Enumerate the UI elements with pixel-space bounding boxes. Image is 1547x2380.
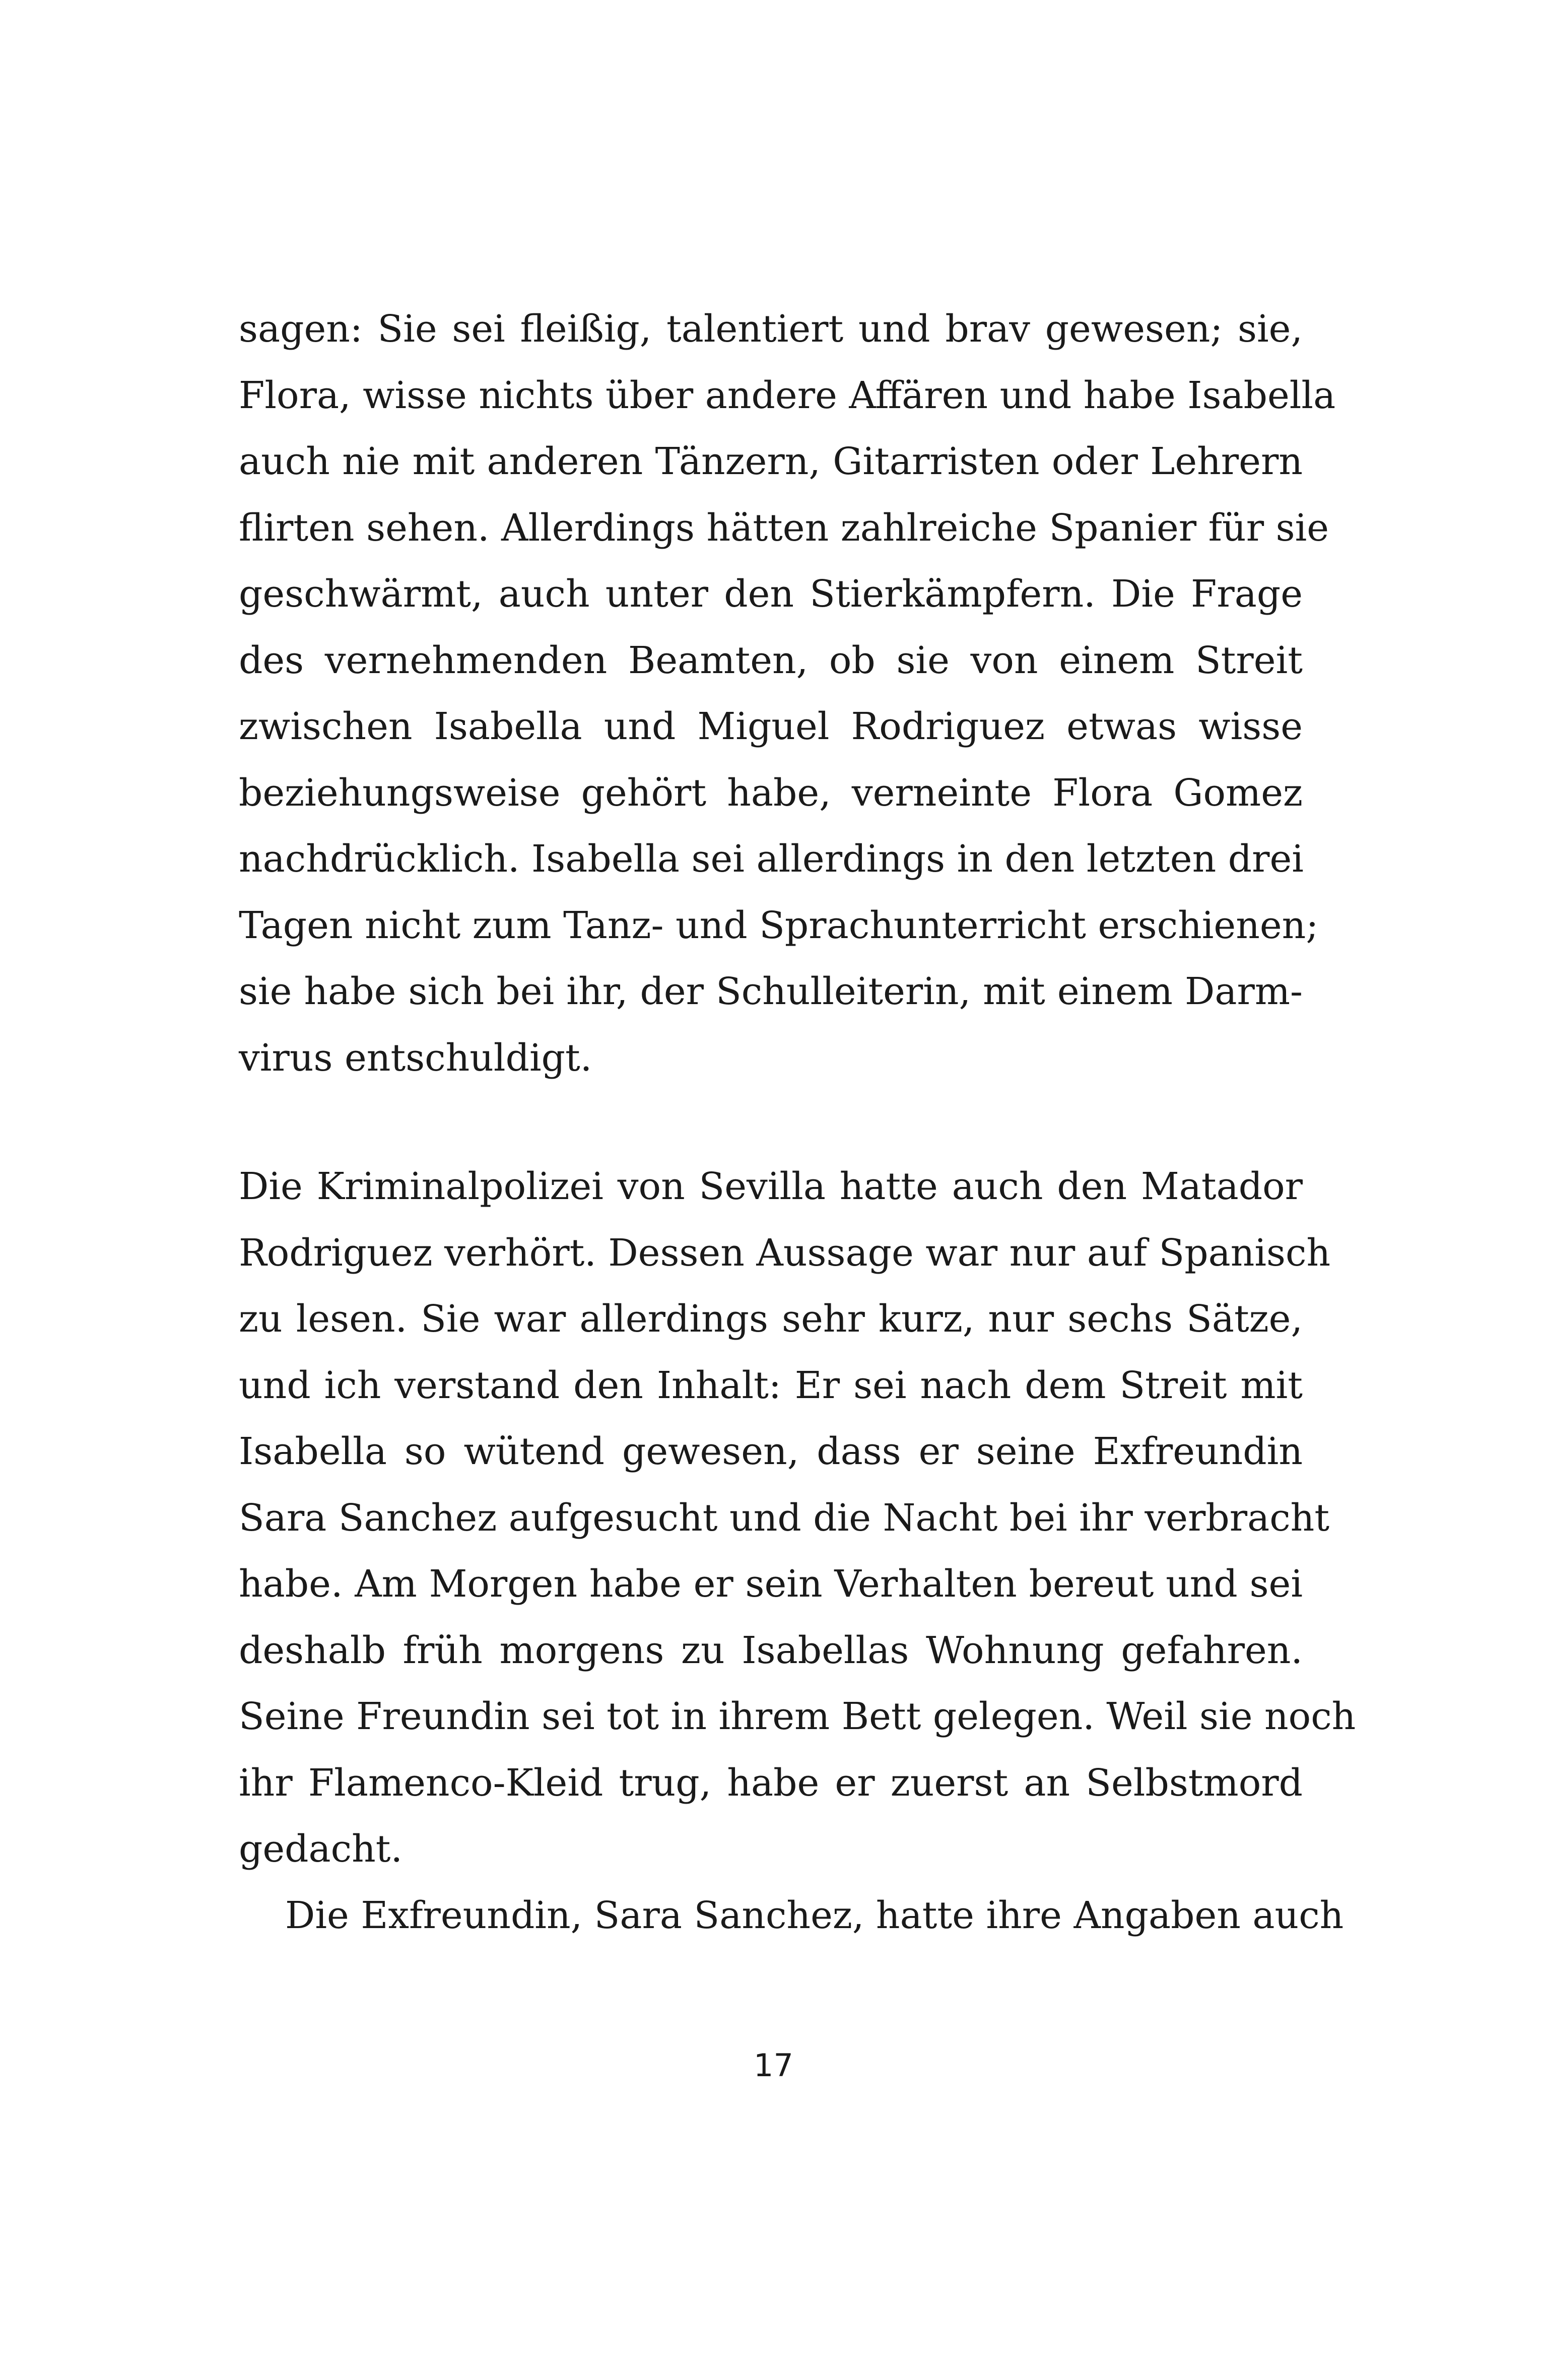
text-line: nachdrücklich. Isabella sei allerdings in den letzten drei bbox=[239, 837, 1304, 881]
text-line: ihr Flamenco-Kleid trug, habe er zuerst an Selbstmord bbox=[239, 1761, 1303, 1805]
text-line: beziehungsweise gehört habe, verneinte Flora Gomez bbox=[239, 771, 1303, 815]
text-line: Rodriguez verhört. Dessen Aussage war nur auf Spanisch bbox=[239, 1231, 1331, 1275]
text-line: Flora, wisse nichts über andere Affären und habe Isabella bbox=[239, 373, 1336, 417]
text-line: gedacht. bbox=[239, 1827, 403, 1871]
text-line: sagen: Sie sei fleißig, talentiert und brav gewesen; sie, bbox=[239, 307, 1303, 351]
text-line: geschwärmt, auch unter den Stierkämpfern. Die Frage bbox=[239, 572, 1303, 616]
text-line: Die Kriminalpolizei von Sevilla hatte auch den Matador bbox=[239, 1165, 1303, 1208]
paragraph-1 bbox=[239, 296, 1336, 1091]
text-line: auch nie mit anderen Tänzern, Gitarristen oder Lehrern bbox=[239, 440, 1303, 483]
text-line: zwischen Isabella und Miguel Rodriguez etwas wisse bbox=[239, 705, 1303, 748]
text-line: Seine Freundin sei tot in ihrem Bett gelegen. Weil sie noch bbox=[239, 1695, 1356, 1738]
text-line: Sara Sanchez aufgesucht und die Nacht bei ihr verbracht bbox=[239, 1496, 1330, 1540]
text-line: und ich verstand den Inhalt: Er sei nach dem Streit mit bbox=[239, 1363, 1303, 1407]
text-line: des vernehmenden Beamten, ob sie von einem Streit bbox=[239, 638, 1303, 682]
text-line: zu lesen. Sie war allerdings sehr kurz, nur sechs Sätze, bbox=[239, 1297, 1303, 1341]
text-line: sie habe sich bei ihr, der Schulleiterin, mit einem Darm- bbox=[239, 970, 1303, 1013]
text-line: flirten sehen. Allerdings hätten zahlreiche Spanier für sie bbox=[239, 506, 1329, 550]
paragraph-2 bbox=[239, 1154, 1356, 1949]
text-line: Tagen nicht zum Tanz- und Sprachunterricht erschienen; bbox=[239, 903, 1319, 947]
text-line: habe. Am Morgen habe er sein Verhalten bereut und sei bbox=[239, 1562, 1303, 1606]
text-line: Die Exfreundin, Sara Sanchez, hatte ihre Angaben auch bbox=[285, 1893, 1344, 1937]
text-line: Isabella so wütend gewesen, dass er seine Exfreundin bbox=[239, 1430, 1303, 1473]
text-line: deshalb früh morgens zu Isabellas Wohnung gefahren. bbox=[239, 1628, 1303, 1672]
page-number: 17 bbox=[754, 2047, 793, 2084]
text-line: virus entschuldigt. bbox=[239, 1036, 592, 1080]
